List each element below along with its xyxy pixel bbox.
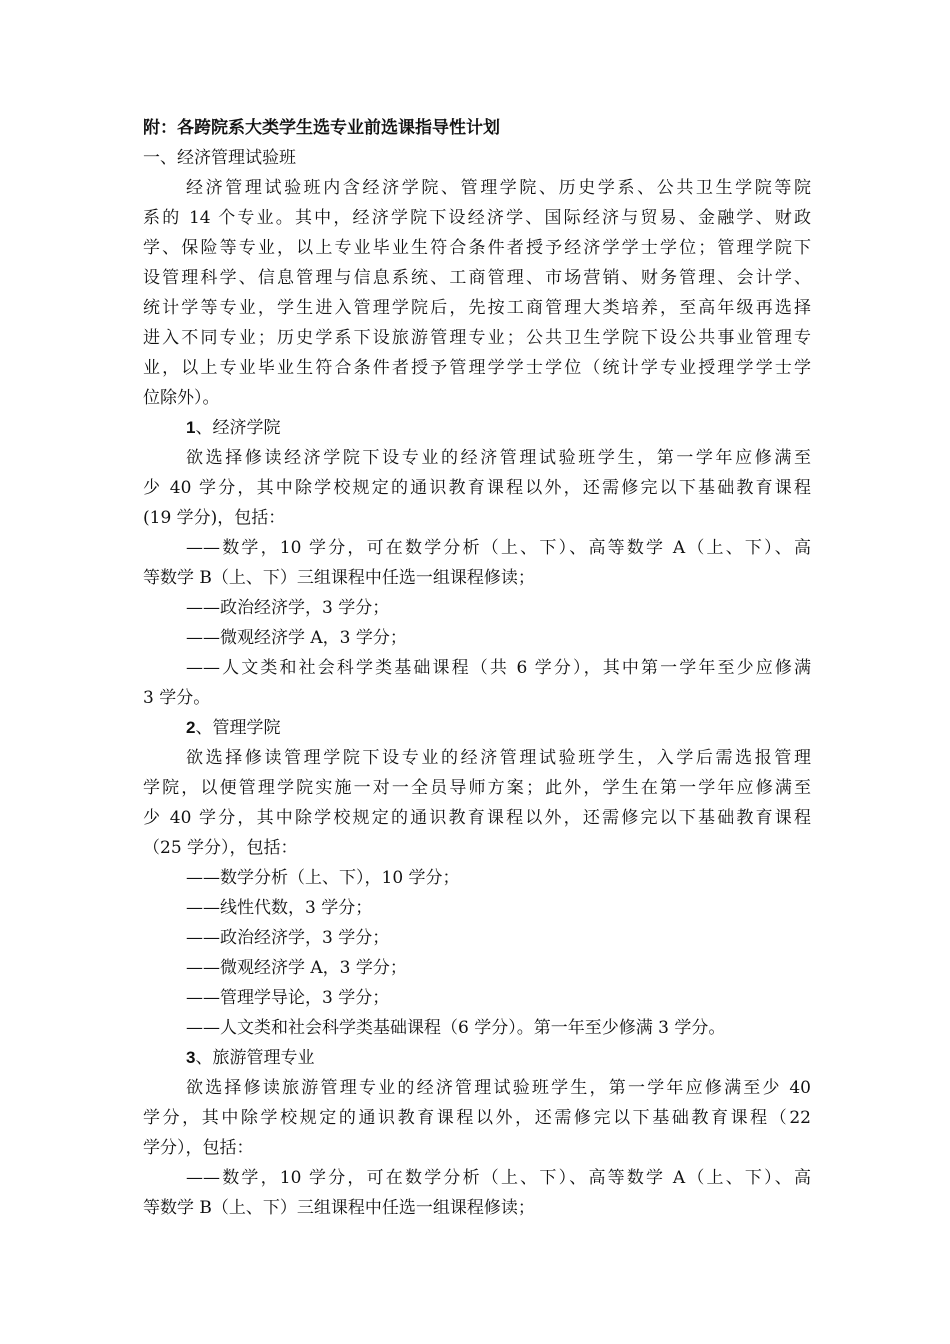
subsection-paragraph <box>143 443 811 533</box>
subsection-heading <box>143 413 811 443</box>
paragraph-line: 统计学等专业，学生进入管理学院后，先按工商管理大类培养，至高年级再选择 <box>143 298 811 318</box>
paragraph-line: 学分），包括： <box>143 1138 254 1158</box>
intro-paragraph <box>143 173 811 413</box>
paragraph-line: 少 40 学分，其中除学校规定的通识教育课程以外，还需修完以下基础教育课程 <box>143 808 811 828</box>
subsection-paragraph <box>143 743 811 863</box>
paragraph-line: 欲选择修读旅游管理专业的经济管理试验班学生，第一学年应修满至少 40 <box>186 1078 811 1098</box>
subsection-paragraph <box>143 1073 811 1163</box>
subsection-number: 1 <box>186 418 196 437</box>
paragraph-line: （25 学分），包括： <box>143 838 298 858</box>
paragraph-line: 学院，以便管理学院实施一对一全员导师方案；此外，学生在第一学年应修满至 <box>143 778 811 798</box>
subsection-heading <box>143 713 811 743</box>
list-item: ——微观经济学 A，3 学分； <box>186 628 407 648</box>
subsection-heading <box>143 1043 811 1073</box>
subsection-label: 、旅游管理专业 <box>195 1048 315 1068</box>
paragraph-line: 系的 14 个专业。其中，经济学院下设经济学、国际经济与贸易、金融学、财政 <box>143 208 811 228</box>
subsection-number: 2 <box>186 718 196 737</box>
paragraph-line: 欲选择修读经济学院下设专业的经济管理试验班学生，第一学年应修满至 <box>186 448 811 468</box>
paragraph-line: (19 学分)，包括： <box>143 508 286 528</box>
paragraph-line: 进入不同专业；历史学系下设旅游管理专业；公共卫生学院下设公共事业管理专 <box>143 328 811 348</box>
paragraph-line: 少 40 学分，其中除学校规定的通识教育课程以外，还需修完以下基础教育课程 <box>143 478 811 498</box>
subsection-number: 3 <box>186 1048 196 1067</box>
list-item-continued: 等数学 B（上、下）三组课程中任选一组课程修读； <box>143 568 535 588</box>
document-title: 附：各跨院系大类学生选专业前选课指导性计划 <box>143 118 500 138</box>
document-page <box>143 113 811 1223</box>
list-item: ——政治经济学，3 学分； <box>186 598 390 618</box>
paragraph-line: 设管理科学、信息管理与信息系统、工商管理、市场营销、财务管理、会计学、 <box>143 268 811 288</box>
course-list <box>143 533 811 713</box>
paragraph-line: 学分，其中除学校规定的通识教育课程以外，还需修完以下基础教育课程（22 <box>143 1108 811 1128</box>
paragraph-line: 位除外）。 <box>143 388 220 408</box>
course-list <box>143 863 811 1043</box>
list-item: ——政治经济学，3 学分； <box>186 928 390 948</box>
subsection-label: 、管理学院 <box>195 718 281 738</box>
list-item: ——人文类和社会科学类基础课程（共 6 学分），其中第一学年至少应修满 <box>186 658 811 678</box>
subsection-label: 、经济学院 <box>195 418 281 438</box>
section-heading: 一、经济管理试验班 <box>143 148 296 168</box>
list-item: ——数学，10 学分，可在数学分析（上、下）、高等数学 A（上、下）、高 <box>186 538 811 558</box>
list-item: ——数学，10 学分，可在数学分析（上、下）、高等数学 A（上、下）、高 <box>186 1168 811 1188</box>
list-item: ——数学分析（上、下），10 学分； <box>186 868 460 888</box>
paragraph-line: 学、保险等专业，以上专业毕业生符合条件者授予经济学学士学位；管理学院下 <box>143 238 811 258</box>
list-item: ——管理学导论，3 学分； <box>186 988 390 1008</box>
list-item: ——微观经济学 A，3 学分； <box>186 958 407 978</box>
list-item-continued: 3 学分。 <box>143 688 211 708</box>
list-item-continued: 等数学 B（上、下）三组课程中任选一组课程修读； <box>143 1198 535 1218</box>
paragraph-line: 业，以上专业毕业生符合条件者授予管理学学士学位（统计学专业授理学学士学 <box>143 358 811 378</box>
paragraph-line: 经济管理试验班内含经济学院、管理学院、历史学系、公共卫生学院等院 <box>186 178 811 198</box>
list-item: ——线性代数，3 学分； <box>186 898 373 918</box>
paragraph-line: 欲选择修读管理学院下设专业的经济管理试验班学生，入学后需选报管理 <box>186 748 811 768</box>
list-item: ——人文类和社会科学类基础课程（6 学分）。第一年至少修满 3 学分。 <box>186 1018 726 1038</box>
course-list <box>143 1163 811 1223</box>
